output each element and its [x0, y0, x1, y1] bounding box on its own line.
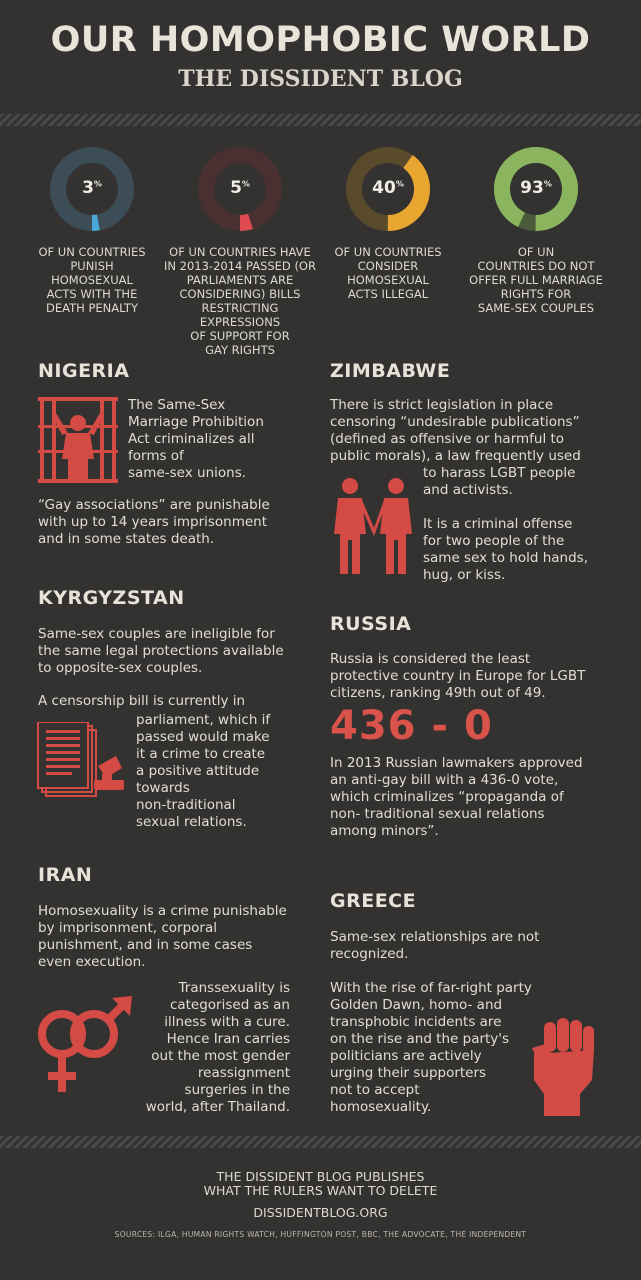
stat-description-line: OFFER FULL MARRIAGE: [469, 273, 603, 287]
stat-description-line: PARLIAMENTS ARE: [186, 273, 294, 287]
text-line: With the rise of far-right party: [330, 980, 532, 996]
footer-site-link[interactable]: DISSIDENTBLOG.ORG: [253, 1205, 388, 1220]
stat-value: 40: [372, 178, 396, 198]
text-line: recognized.: [330, 946, 409, 962]
stat-value: 93: [520, 178, 544, 198]
text-line: homosexuality.: [330, 1099, 432, 1115]
stat-value: 3: [82, 178, 94, 198]
text-line: for two people of the: [423, 533, 565, 549]
stat-percentage: [197, 178, 283, 198]
text-line: categorised as an: [169, 997, 290, 1013]
zimbabwe-text-2: [423, 516, 588, 584]
footer-tagline-line-2: WHAT THE RULERS WANT TO DELETE: [203, 1183, 438, 1198]
text-line: which criminalizes “propaganda of: [330, 789, 564, 805]
stat-description-line: ACTS ILLEGAL: [347, 287, 429, 301]
heading-zimbabwe: ZIMBABWE: [330, 360, 451, 382]
text-line: citizens, ranking 49th out of 49.: [330, 685, 546, 701]
text-line: reassignment: [197, 1065, 290, 1081]
text-line: non- traditional sexual relations: [330, 806, 545, 822]
zimbabwe-text-1: [330, 397, 581, 465]
stat-percentage: [49, 178, 135, 198]
prison-bars-icon: [38, 395, 118, 485]
text-line: to harass LGBT people: [423, 465, 576, 481]
heading-nigeria: NIGERIA: [38, 360, 130, 382]
zimbabwe-text-1b: [423, 465, 575, 499]
stat-description-line: DEATH PENALTY: [46, 301, 138, 315]
text-line: same sex to hold hands,: [423, 550, 588, 566]
divider: [0, 114, 641, 126]
stat-description-line: HOMOSEXUAL: [51, 273, 133, 287]
text-line: illness with a cure.: [164, 1014, 290, 1030]
text-line: politicians are actively: [330, 1048, 482, 1064]
stat-description-line: GAY RIGHTS: [205, 343, 275, 357]
stat-description-line: OF SUPPORT FOR: [190, 329, 290, 343]
iran-text-1: [38, 903, 287, 971]
footer-tagline: [0, 1170, 641, 1198]
greece-text-1: [330, 929, 539, 963]
text-line: and activists.: [423, 482, 513, 498]
stat-description-line: PUNISH: [70, 259, 114, 273]
stat-unit: %: [543, 179, 552, 189]
stat-description-line: OF UN COUNTRIES: [334, 245, 442, 259]
stat-description-line: CONSIDER: [357, 259, 419, 273]
russia-text-2: [330, 755, 583, 840]
text-line: Homosexuality is a crime punishable: [38, 903, 287, 919]
text-line: (defined as offensive or harmful to: [330, 431, 565, 447]
text-line: transphobic incidents are: [330, 1014, 502, 1030]
text-line: Marriage Prohibition: [128, 414, 264, 430]
text-line: passed would make: [136, 729, 270, 745]
stat-description-line: OF UN COUNTRIES HAVE: [169, 245, 311, 259]
stat-description: [12, 245, 172, 315]
heading-russia: RUSSIA: [330, 613, 412, 635]
text-line: even execution.: [38, 954, 146, 970]
heading-kyrgyzstan: KYRGYZSTAN: [38, 587, 185, 609]
stat-description-line: ACTS WITH THE: [46, 287, 138, 301]
stat-value: 5: [230, 178, 242, 198]
kyrgyzstan-text-2b: [136, 712, 270, 831]
footer-sources: SOURCES: ILGA, HUMAN RIGHTS WATCH, HUFFINGTON POST, BBC, THE ADVOCATE, THE INDEPENDENT: [114, 1230, 527, 1239]
stat-description-line: SAME-SEX COUPLES: [477, 301, 595, 315]
russia-text-1: [330, 651, 585, 702]
stat-percentage: [345, 178, 431, 198]
stat-description: [308, 245, 468, 301]
text-line: Golden Dawn, homo- and: [330, 997, 503, 1013]
text-line: a positive attitude: [136, 763, 260, 779]
stat-description-line: OF UN COUNTRIES: [38, 245, 146, 259]
stat-description: [456, 245, 616, 315]
text-line: censoring “undesirable publications”: [330, 414, 580, 430]
text-line: In 2013 Russian lawmakers approved: [330, 755, 583, 771]
text-line: Same-sex relationships are not: [330, 929, 540, 945]
text-line: Transsexuality is: [178, 980, 290, 996]
text-line: punishment, and in some cases: [38, 937, 253, 953]
text-line: same-sex unions.: [128, 465, 247, 481]
text-line: urging their supporters: [330, 1065, 487, 1081]
russia-vote-count: 436 - 0: [330, 703, 493, 749]
stat-description-line: CONSIDERING) BILLS: [179, 287, 301, 301]
text-line: sexual relations.: [136, 814, 247, 830]
text-line: The Same-Sex: [128, 397, 226, 413]
stat-description: [160, 245, 320, 357]
text-line: by imprisonment, corporal: [38, 920, 217, 936]
stat-description-line: COUNTRIES DO NOT: [477, 259, 595, 273]
footer-tagline-line-1: THE DISSIDENT BLOG PUBLISHES: [216, 1169, 425, 1184]
text-line: Hence Iran carries: [166, 1031, 290, 1047]
text-line: on the rise and the party's: [330, 1031, 510, 1047]
stat-percentage: [493, 178, 579, 198]
holding-hands-icon: [330, 478, 416, 574]
text-line: to opposite-sex couples.: [38, 660, 203, 676]
stat-description-line: IN 2013-2014 PASSED (OR: [164, 259, 316, 273]
blog-name: THE DISSIDENT BLOG: [178, 66, 463, 92]
text-line: and in some states death.: [38, 531, 215, 547]
stat-unit: %: [93, 179, 102, 189]
greece-text-2: [330, 980, 532, 1116]
text-line: an anti-gay bill with a 436-0 vote,: [330, 772, 559, 788]
stat-unit: %: [395, 179, 404, 189]
text-line: A censorship bill is currently in: [38, 693, 246, 709]
text-line: non-traditional: [136, 797, 236, 813]
text-line: it a crime to create: [136, 746, 266, 762]
stat-description-line: OF UN: [517, 245, 555, 259]
text-line: Same-sex couples are ineligible for: [38, 626, 275, 642]
text-line: surgeries in the: [184, 1082, 290, 1098]
text-line: protective country in Europe for LGBT: [330, 668, 586, 684]
divider: [0, 1136, 641, 1148]
text-line: not to accept: [330, 1082, 420, 1098]
text-line: out the most gender: [151, 1048, 290, 1064]
text-line: with up to 14 years imprisonment: [38, 514, 268, 530]
raised-fist-icon: [526, 1014, 598, 1116]
text-line: forms of: [128, 448, 184, 464]
text-line: There is strict legislation in place: [330, 397, 554, 413]
nigeria-text-1: [128, 397, 264, 482]
text-line: public morals), a law frequently used: [330, 448, 581, 464]
text-line: towards: [136, 780, 190, 796]
text-line: world, after Thailand.: [145, 1099, 290, 1115]
text-line: parliament, which if: [136, 712, 271, 728]
stat-description-line: HOMOSEXUAL: [347, 273, 429, 287]
text-line: It is a criminal offense: [423, 516, 573, 532]
nigeria-text-2: [38, 497, 270, 548]
text-line: among minors”.: [330, 823, 439, 839]
text-line: the same legal protections available: [38, 643, 284, 659]
stat-unit: %: [241, 179, 250, 189]
censored-document-icon: [36, 722, 128, 804]
text-line: hug, or kiss.: [423, 567, 506, 583]
heading-iran: IRAN: [38, 864, 93, 886]
gender-symbols-icon: [34, 994, 134, 1096]
text-line: Russia is considered the least: [330, 651, 531, 667]
text-line: “Gay associations” are punishable: [38, 497, 270, 513]
kyrgyzstan-text-1: [38, 626, 284, 677]
text-line: Act criminalizes all: [128, 431, 255, 447]
heading-greece: GREECE: [330, 890, 417, 912]
kyrgyzstan-text-2a: [38, 693, 245, 710]
stat-description-line: RESTRICTING EXPRESSIONS: [199, 301, 281, 329]
page-title: OUR HOMOPHOBIC WORLD: [50, 20, 591, 60]
stat-description-line: RIGHTS FOR: [500, 287, 572, 301]
